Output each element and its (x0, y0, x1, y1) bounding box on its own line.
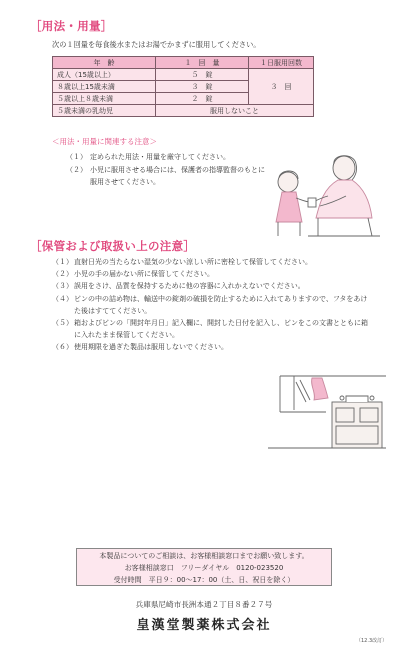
storage-list (52, 256, 370, 354)
item-text: 誤用をさけ、品質を保持するために他の容器に入れかえないでください。 (74, 282, 305, 291)
item-number: （１） (52, 258, 73, 266)
contact-hours: 受付時間 平日９：00～17：00（土、日、祝日を除く） (113, 576, 295, 584)
item-number: （４） (52, 294, 73, 303)
item-number: （６） (52, 343, 73, 352)
company-name: 皇漢堂製薬株式会社 (136, 618, 272, 633)
precautions-heading: ＜用法・用量に関連する注意＞ (52, 137, 157, 146)
item-text: 使用期限を過ぎた製品は服用しないでください。 (74, 343, 228, 352)
infant-age-cell: ５歳未満の乳幼児 (53, 105, 156, 117)
item-text: 小児の手の届かない所に保管してください。 (74, 270, 214, 279)
precautions-list (66, 151, 266, 189)
usage-intro: 次の１回量を毎食後水またはお湯でかまずに服用してください。 (52, 40, 261, 49)
header-single-dose: １ 回 量 (156, 57, 249, 69)
item-number: （２） (52, 270, 73, 279)
usage-heading: ［用法・用量］ (30, 19, 113, 33)
room-storage-illustration (266, 372, 388, 452)
list-item (66, 164, 266, 189)
revision-note: （12.3改訂） (356, 638, 388, 644)
list-item (52, 268, 370, 280)
list-item (52, 280, 370, 292)
age-cell: 成人（15歳以上） (53, 69, 156, 81)
item-number: （２） (66, 165, 87, 174)
item-number: （３） (52, 282, 73, 291)
amount-cell: ２ 錠 (156, 93, 249, 105)
item-text: 小児に服用させる場合には、保護者の指導監督のもとに服用させてください。 (90, 165, 265, 186)
table-row (53, 69, 314, 81)
infant-note-cell: 服用しないこと (156, 105, 314, 117)
item-text: 直射日光の当たらない湿気の少ない涼しい所に密栓して保管してください。 (74, 258, 312, 266)
header-age: 年 齢 (53, 57, 156, 69)
company-address: 兵庫県尼崎市長洲本通２丁目８番２７号 (135, 600, 273, 609)
contact-line: 本製品についてのご相談は、お客様相談窓口までお願い致します。 (99, 552, 309, 560)
item-text: 箱およびビンの「開封年月日」記入欄に、開封した日付を記入し、ビンをこの文書とともに箱に入れたまま保管してください。 (74, 319, 368, 340)
storage-heading: ［保管および取扱い上の注意］ (30, 239, 196, 253)
contact-box (76, 548, 332, 586)
amount-cell: ３ 錠 (156, 81, 249, 93)
contact-hotline: お客様相談窓口 フリーダイヤル 0120-023520 (124, 564, 284, 572)
list-item (52, 341, 370, 353)
list-item (66, 151, 266, 164)
item-text: 定められた用法・用量を厳守してください。 (90, 153, 230, 161)
list-item (52, 317, 370, 341)
item-text: ビンの中の詰め物は、輸送中の錠剤の破損を防止するために入れてありますので、フタをあけた後はすててください。 (74, 294, 368, 315)
dosage-table-header-row (53, 57, 314, 69)
table-row (53, 105, 314, 117)
list-item (52, 256, 370, 268)
daily-times-cell: ３ 回 (249, 69, 314, 105)
amount-cell: ５ 錠 (156, 69, 249, 81)
age-cell: ５歳以上８歳未満 (53, 93, 156, 105)
header-daily-times: １日服用回数 (249, 57, 314, 69)
dosage-table (52, 56, 314, 117)
item-number: （１） (66, 153, 87, 161)
mother-child-illustration (268, 152, 384, 238)
list-item (52, 293, 370, 317)
age-cell: ８歳以上15歳未満 (53, 81, 156, 93)
item-number: （５） (52, 319, 73, 328)
